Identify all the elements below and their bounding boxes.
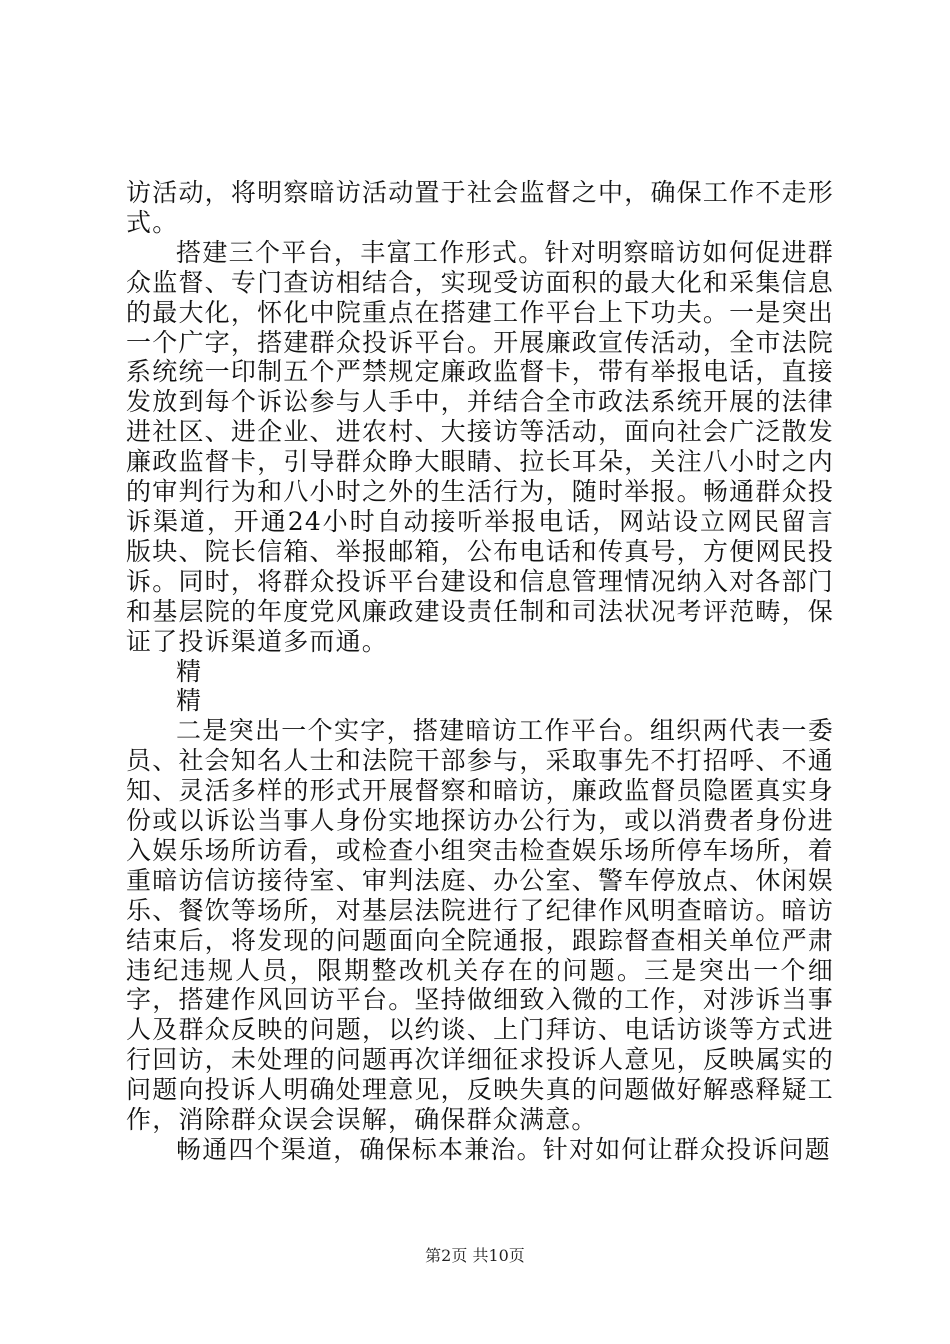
paragraph-secret-visit-platform: 二是突出一个实字，搭建暗访工作平台。组织两代表一委员、社会知名人士和法院干部参与，采取事先不打招呼、不通知、灵活多样的形式开展督察和暗访，廉政监督员隐匿真实身份或以诉讼当事人身份实地探访办公行为，或以消费者身份进入娱乐场所访看，或检查小组突击检查娱乐场所停车场所，着重暗访信访接待室、审判法庭、办公室、警车停放点、休闲娱乐、餐饮等场所，对基层法院进行了纪律作风明查暗访。暗访结束后，将发现的问题面向全院通报，跟踪督查相关单位严肃违纪违规人员，限期整改机关存在的问题。三是突出一个细字，搭建作风回访平台。坚持做细致入微的工作，对涉诉当事人及群众反映的问题，以约谈、上门拜访、电话访谈等方式进行回访，未处理的问题再次详细征求投诉人意见，反映属实的问题向投诉人明确处理意见，反映失真的问题做好解惑释疑工作，消除群众误会误解，确保群众满意。 bbox=[126, 716, 834, 1135]
paragraph-continuation: 访活动，将明察暗访活动置于社会监督之中，确保工作不走形式。 bbox=[126, 178, 834, 237]
body-text bbox=[126, 178, 834, 1165]
paragraph-fragment-2: 精 bbox=[176, 686, 203, 716]
paragraph-fragment-1: 精 bbox=[176, 656, 203, 686]
paragraph-three-platforms: 搭建三个平台，丰富工作形式。针对明察暗访如何促进群众监督、专门查访相结合，实现受访面积的最大化和采集信息的最大化，怀化中院重点在搭建工作平台上下功夫。一是突出一个广字，搭建群众投诉平台。开展廉政宣传活动，全市法院系统统一印制五个严禁规定廉政监督卡，带有举报电话，直接发放到每个诉讼参与人手中，并结合全市政法系统开展的法律进社区、进企业、进农村、大接访等活动，面向社会广泛散发廉政监督卡，引导群众睁大眼睛、拉长耳朵，关注八小时之内的审判行为和八小时之外的生活行为，随时举报。畅通群众投诉渠道，开通24小时自动接听举报电话，网站设立网民留言版块、院长信箱、举报邮箱，公布电话和传真号，方便网民投诉。同时，将群众投诉平台建设和信息管理情况纳入对各部门和基层院的年度党风廉政建设责任制和司法状况考评范畴，保证了投诉渠道多而通。 bbox=[126, 237, 834, 656]
paragraph-four-channels: 畅通四个渠道，确保标本兼治。针对如何让群众投诉问题 bbox=[176, 1135, 832, 1164]
page-number-footer: 第2页 共10页 bbox=[425, 1246, 525, 1265]
